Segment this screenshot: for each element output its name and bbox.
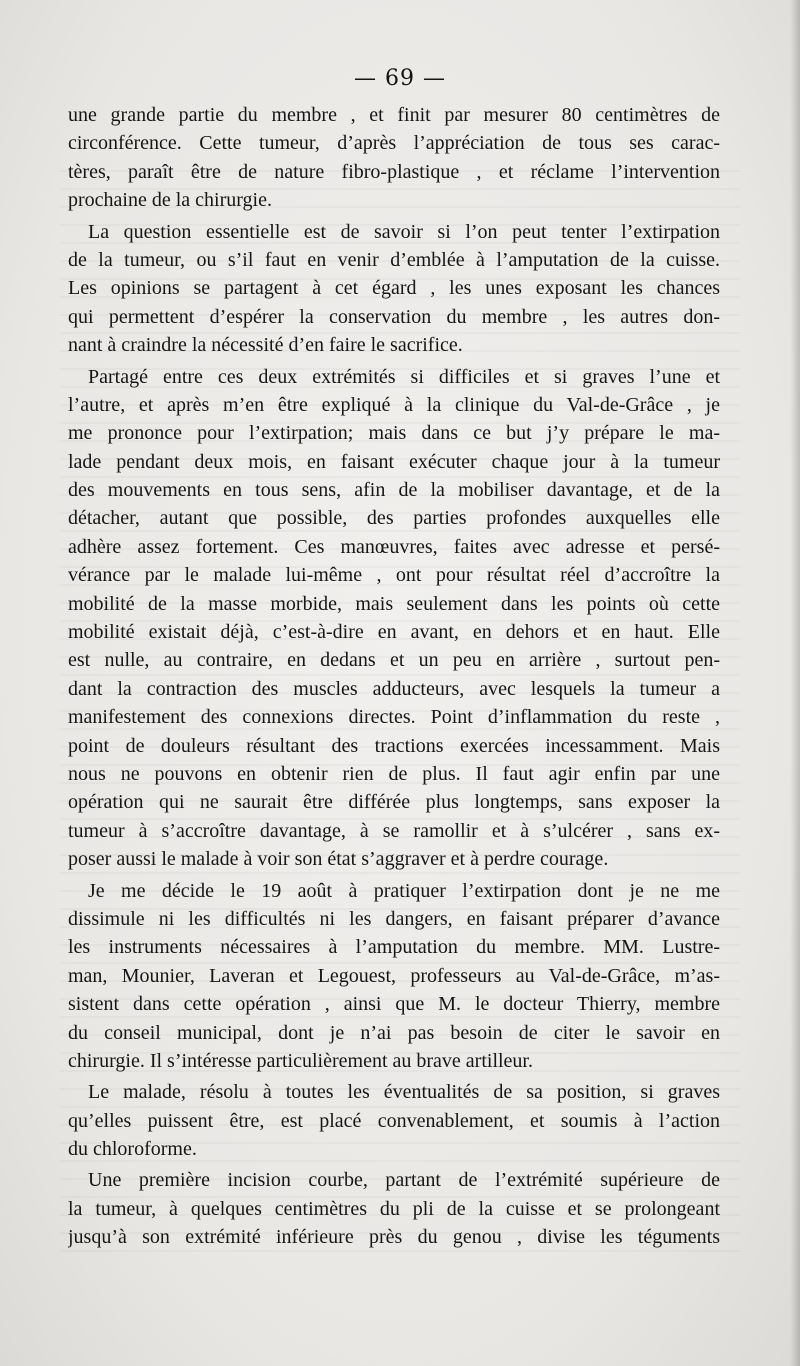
- text-line: jusqu’à son extrémité inférieure près du genou , divise les téguments: [68, 1226, 720, 1249]
- text-line: point de douleurs résultant des tractions exercées incessamment. Mais: [68, 734, 720, 757]
- text-line: mobilité existait déjà, c’est-à-dire en avant, en dehors et en haut. Elle: [68, 621, 720, 644]
- text-line: poser aussi le malade à voir son état s’aggraver et à perdre courage.: [68, 848, 609, 871]
- text-line: prochaine de la chirurgie.: [68, 189, 272, 212]
- paragraph-4: [68, 877, 720, 1076]
- text-line: La question essentielle est de savoir si l’on peut tenter l’extirpation: [88, 220, 720, 243]
- text-line: Une première incision courbe, partant de l’extrémité supérieure de: [88, 1169, 720, 1192]
- text-line: man, Mounier, Laveran et Legouest, professeurs au Val-de-Grâce, m’as-: [68, 964, 720, 987]
- text-line: qui permettent d’espérer la conservation du membre , les autres don-: [68, 305, 720, 328]
- text-line: chirurgie. Il s’intéresse particulièrement au brave artilleur.: [68, 1049, 533, 1072]
- text-line: Les opinions se partagent à cet égard , les unes exposant les chances: [68, 277, 720, 300]
- paragraph-5: [68, 1078, 720, 1163]
- text-line: de la tumeur, ou s’il faut en venir d’emblée à l’amputation de la cuisse.: [68, 248, 720, 271]
- text-line: la tumeur, à quelques centimètres du pli de la cuisse et se prolongeant: [68, 1197, 720, 1220]
- text-line: une grande partie du membre , et finit par mesurer 80 centimètres de: [68, 104, 720, 126]
- text-line: est nulle, au contraire, en dedans et un peu en arrière , surtout pen-: [68, 649, 720, 672]
- text-line: nous ne pouvons en obtenir rien de plus. Il faut agir enfin par une: [68, 762, 720, 785]
- text-line: qu’elles puissent être, est placé convenablement, et soumis à l’action: [68, 1109, 720, 1132]
- text-line: circonférence. Cette tumeur, d’après l’appréciation de tous ses carac-: [68, 132, 720, 155]
- text-line: détacher, autant que possible, des parties profondes auxquelles elle: [68, 507, 720, 530]
- paragraph-1: [68, 101, 720, 215]
- text-line: manifestement des connexions directes. Point d’inflammation du reste ,: [68, 706, 720, 729]
- text-line: Le malade, résolu à toutes les éventualités de sa position, si graves: [88, 1081, 720, 1104]
- text-line: tumeur à s’accroître davantage, à se ramollir et à s’ulcérer , sans ex-: [68, 819, 720, 842]
- text-line: du conseil municipal, dont je n’ai pas besoin de citer le savoir en: [68, 1021, 720, 1044]
- text-line: l’autre, et après m’en être expliqué à la clinique du Val-de-Grâce , je: [68, 393, 720, 416]
- text-line: Je me décide le 19 août à pratiquer l’extirpation dont je ne me: [88, 879, 720, 902]
- text-line: dissimule ni les difficultés ni les dangers, en faisant préparer d’avance: [68, 907, 720, 930]
- text-line: mobilité de la masse morbide, mais seulement dans les points où cette: [68, 592, 720, 615]
- page-edge-shadow: [790, 0, 800, 1366]
- paragraph-3: [68, 363, 720, 874]
- text-line: Partagé entre ces deux extrémités si difficiles et si graves l’une et: [88, 365, 720, 388]
- paragraph-6: [68, 1166, 720, 1251]
- text-line: du chloroforme.: [68, 1138, 197, 1161]
- body-text: [68, 101, 720, 1252]
- text-line: vérance par le malade lui-même , ont pour résultat réel d’accroître la: [68, 564, 720, 587]
- text-line: lade pendant deux mois, en faisant exécuter chaque jour à la tumeur: [68, 450, 720, 473]
- page-number: — 69 —: [354, 66, 446, 91]
- text-line: dant la contraction des muscles adducteurs, avec lesquels la tumeur a: [68, 677, 720, 700]
- text-line: adhère assez fortement. Ces manœuvres, faites avec adresse et persé-: [68, 535, 720, 558]
- paragraph-2: [68, 218, 720, 360]
- text-line: les instruments nécessaires à l’amputation du membre. MM. Lustre-: [68, 936, 720, 959]
- text-line: tères, paraît être de nature fibro-plastique , et réclame l’intervention: [68, 160, 720, 183]
- text-line: opération qui ne saurait être différée plus longtemps, sans exposer la: [68, 791, 720, 814]
- text-line: des mouvements en tous sens, afin de la mobiliser davantage, et de la: [68, 479, 720, 502]
- text-line: sistent dans cette opération , ainsi que M. le docteur Thierry, membre: [68, 993, 720, 1016]
- text-line: me prononce pour l’extirpation; mais dans ce but j’y prépare le ma-: [68, 422, 720, 445]
- text-line: nant à craindre la nécessité d’en faire le sacrifice.: [68, 334, 463, 357]
